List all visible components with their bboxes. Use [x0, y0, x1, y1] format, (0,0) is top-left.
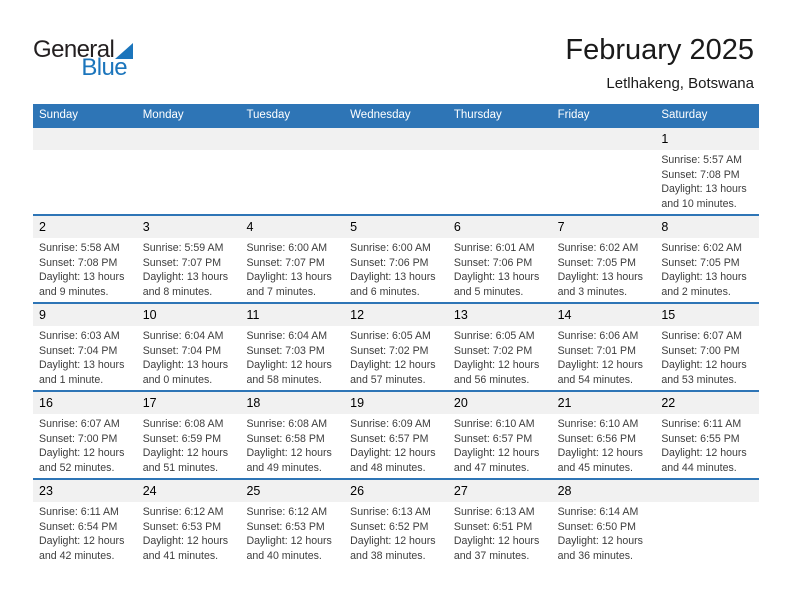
weekday-header-wednesday: Wednesday: [350, 109, 411, 121]
daylight-text: Daylight: 13 hours: [661, 271, 747, 284]
day-cell-27: [448, 480, 552, 566]
day-details: [240, 414, 344, 475]
sunrise-text: Sunrise: 5:59 AM: [142, 242, 224, 254]
sunrise-text: Sunrise: 6:08 AM: [142, 418, 224, 430]
day-cell-10: [137, 304, 241, 390]
day-number: 23: [33, 480, 137, 502]
sunset-text: Sunset: 7:07 PM: [246, 256, 325, 269]
empty-day-cell: [137, 128, 241, 214]
weekday-header-saturday: Saturday: [661, 109, 708, 121]
sunrise-text: Sunrise: 6:10 AM: [557, 418, 639, 430]
day-details: [33, 502, 137, 563]
day-details: [344, 502, 448, 563]
month-title: February 2025: [565, 34, 754, 66]
day-number: 6: [448, 216, 552, 238]
sunrise-text: Sunrise: 6:08 AM: [246, 418, 328, 430]
day-number: 8: [655, 216, 759, 238]
daylight-text: Daylight: 12 hours: [453, 359, 540, 372]
logo-general-label: General: [33, 36, 115, 63]
day-details: [137, 238, 241, 299]
day-number: 9: [33, 304, 137, 326]
sunset-text: Sunset: 7:00 PM: [661, 344, 740, 357]
sunrise-text: Sunrise: 6:05 AM: [453, 330, 535, 342]
day-number: 11: [240, 304, 344, 326]
day-number: 14: [552, 304, 656, 326]
sunrise-text: Sunrise: 6:13 AM: [453, 506, 535, 518]
day-number: 25: [240, 480, 344, 502]
day-number: [448, 128, 552, 150]
day-details: [240, 238, 344, 299]
sunset-text: Sunset: 6:51 PM: [453, 520, 533, 533]
day-cell-25: [240, 480, 344, 566]
day-details: [344, 414, 448, 475]
daylight-text: and 6 minutes.: [350, 285, 420, 298]
daylight-text: and 36 minutes.: [557, 549, 633, 562]
sunrise-text: Sunrise: 6:09 AM: [350, 418, 431, 430]
daylight-text: and 54 minutes.: [557, 373, 633, 386]
sunset-text: Sunset: 6:52 PM: [350, 520, 429, 533]
sunrise-text: Sunrise: 6:11 AM: [661, 418, 742, 430]
week-row: [33, 302, 759, 390]
day-number: 7: [552, 216, 656, 238]
sunset-text: Sunset: 7:07 PM: [142, 256, 222, 269]
sunrise-text: Sunrise: 6:00 AM: [246, 242, 328, 254]
sunset-text: Sunset: 7:02 PM: [453, 344, 533, 357]
sunset-text: Sunset: 7:04 PM: [39, 344, 118, 357]
sunrise-text: Sunrise: 6:13 AM: [350, 506, 431, 518]
sunset-text: Sunset: 6:58 PM: [246, 432, 325, 445]
empty-day-cell: [344, 128, 448, 214]
day-number: 19: [344, 392, 448, 414]
sunset-text: Sunset: 6:57 PM: [453, 432, 533, 445]
empty-day-cell: [655, 480, 759, 566]
daylight-text: and 45 minutes.: [557, 461, 633, 474]
daylight-text: Daylight: 12 hours: [453, 535, 540, 548]
sunset-text: Sunset: 7:02 PM: [350, 344, 429, 357]
sunrise-text: Sunrise: 6:11 AM: [39, 506, 119, 518]
weekday-header-tuesday: Tuesday: [246, 109, 291, 121]
daylight-text: and 51 minutes.: [142, 461, 219, 474]
sunrise-text: Sunrise: 6:00 AM: [350, 242, 431, 254]
day-details: [240, 502, 344, 563]
daylight-text: Daylight: 12 hours: [557, 359, 643, 372]
day-number: [655, 480, 759, 502]
day-number: 22: [655, 392, 759, 414]
day-cell-19: [344, 392, 448, 478]
daylight-text: Daylight: 13 hours: [142, 271, 229, 284]
day-cell-28: [552, 480, 656, 566]
day-number: 16: [33, 392, 137, 414]
sunset-text: Sunset: 7:08 PM: [39, 256, 118, 269]
sunset-text: Sunset: 7:06 PM: [350, 256, 429, 269]
daylight-text: Daylight: 12 hours: [142, 447, 229, 460]
daylight-text: Daylight: 12 hours: [350, 535, 436, 548]
day-number: 21: [552, 392, 656, 414]
week-row: [33, 390, 759, 478]
sunset-text: Sunset: 6:50 PM: [557, 520, 636, 533]
day-number: 2: [33, 216, 137, 238]
week-row: [33, 126, 759, 214]
day-cell-7: [552, 216, 656, 302]
day-details: [655, 502, 759, 505]
empty-day-cell: [448, 128, 552, 214]
daylight-text: Daylight: 12 hours: [39, 447, 125, 460]
day-cell-13: [448, 304, 552, 390]
daylight-text: and 40 minutes.: [246, 549, 322, 562]
day-details: [137, 414, 241, 475]
sunset-text: Sunset: 7:05 PM: [557, 256, 636, 269]
sunrise-text: Sunrise: 6:03 AM: [39, 330, 120, 342]
day-details: [137, 150, 241, 153]
day-number: 17: [137, 392, 241, 414]
sunset-text: Sunset: 6:59 PM: [142, 432, 222, 445]
day-number: 28: [552, 480, 656, 502]
day-number: 15: [655, 304, 759, 326]
day-details: [137, 502, 241, 563]
day-details: [552, 238, 656, 299]
sunset-text: Sunset: 6:56 PM: [557, 432, 636, 445]
day-number: 18: [240, 392, 344, 414]
day-details: [344, 150, 448, 153]
sunrise-text: Sunrise: 6:14 AM: [557, 506, 639, 518]
daylight-text: and 2 minutes.: [661, 285, 731, 298]
day-cell-26: [344, 480, 448, 566]
daylight-text: and 48 minutes.: [350, 461, 426, 474]
daylight-text: Daylight: 12 hours: [39, 535, 125, 548]
day-number: [33, 128, 137, 150]
sunset-text: Sunset: 6:57 PM: [350, 432, 429, 445]
day-cell-15: [655, 304, 759, 390]
weekday-header-sunday: Sunday: [39, 109, 79, 121]
daylight-text: and 41 minutes.: [142, 549, 219, 562]
title-block: [565, 34, 754, 92]
sunrise-text: Sunrise: 6:07 AM: [39, 418, 120, 430]
day-details: [448, 150, 552, 153]
daylight-text: Daylight: 12 hours: [246, 447, 332, 460]
day-details: [552, 326, 656, 387]
daylight-text: Daylight: 13 hours: [557, 271, 643, 284]
daylight-text: and 53 minutes.: [661, 373, 737, 386]
day-details: [552, 502, 656, 563]
daylight-text: and 9 minutes.: [39, 285, 109, 298]
day-details: [344, 238, 448, 299]
day-number: [240, 128, 344, 150]
sunset-text: Sunset: 6:55 PM: [661, 432, 740, 445]
empty-day-cell: [240, 128, 344, 214]
sunrise-text: Sunrise: 6:02 AM: [557, 242, 639, 254]
day-details: [33, 238, 137, 299]
sunrise-text: Sunrise: 6:04 AM: [142, 330, 224, 342]
day-cell-12: [344, 304, 448, 390]
empty-day-cell: [552, 128, 656, 214]
sunrise-text: Sunrise: 6:01 AM: [453, 242, 535, 254]
day-number: 12: [344, 304, 448, 326]
daylight-text: and 58 minutes.: [246, 373, 322, 386]
daylight-text: and 7 minutes.: [246, 285, 316, 298]
day-number: [344, 128, 448, 150]
sunset-text: Sunset: 6:53 PM: [246, 520, 325, 533]
daylight-text: and 0 minutes.: [142, 373, 213, 386]
day-cell-5: [344, 216, 448, 302]
day-cell-11: [240, 304, 344, 390]
day-details: [552, 150, 656, 153]
logo-text-blue: Blue: [81, 54, 127, 81]
day-cell-8: [655, 216, 759, 302]
daylight-text: Daylight: 12 hours: [350, 359, 436, 372]
week-row: [33, 478, 759, 566]
sunrise-text: Sunrise: 6:12 AM: [246, 506, 328, 518]
day-cell-20: [448, 392, 552, 478]
sunrise-text: Sunrise: 5:57 AM: [661, 154, 742, 166]
sunset-text: Sunset: 7:06 PM: [453, 256, 533, 269]
sunrise-text: Sunrise: 5:58 AM: [39, 242, 120, 254]
day-cell-23: [33, 480, 137, 566]
sunset-text: Sunset: 7:00 PM: [39, 432, 118, 445]
day-details: [655, 150, 759, 211]
daylight-text: Daylight: 12 hours: [246, 535, 332, 548]
daylight-text: Daylight: 13 hours: [39, 271, 125, 284]
day-details: [448, 502, 552, 563]
day-details: [240, 326, 344, 387]
sunrise-text: Sunrise: 6:05 AM: [350, 330, 431, 342]
day-cell-14: [552, 304, 656, 390]
daylight-text: Daylight: 12 hours: [661, 359, 747, 372]
weekday-header-monday: Monday: [142, 109, 184, 121]
daylight-text: Daylight: 12 hours: [350, 447, 436, 460]
daylight-text: and 38 minutes.: [350, 549, 426, 562]
sunset-text: Sunset: 6:53 PM: [142, 520, 222, 533]
daylight-text: Daylight: 12 hours: [661, 447, 747, 460]
daylight-text: Daylight: 12 hours: [246, 359, 332, 372]
day-number: 24: [137, 480, 241, 502]
daylight-text: Daylight: 12 hours: [557, 535, 643, 548]
day-number: 4: [240, 216, 344, 238]
day-details: [137, 326, 241, 387]
sunset-text: Sunset: 7:08 PM: [661, 168, 740, 181]
sunset-text: Sunset: 7:04 PM: [142, 344, 222, 357]
day-cell-6: [448, 216, 552, 302]
daylight-text: and 3 minutes.: [557, 285, 628, 298]
day-cell-16: [33, 392, 137, 478]
sunset-text: Sunset: 7:03 PM: [246, 344, 325, 357]
daylight-text: and 10 minutes.: [661, 197, 737, 210]
daylight-text: Daylight: 13 hours: [246, 271, 332, 284]
day-details: [33, 326, 137, 387]
week-row: [33, 214, 759, 302]
sunrise-text: Sunrise: 6:07 AM: [661, 330, 742, 342]
empty-day-cell: [33, 128, 137, 214]
daylight-text: Daylight: 13 hours: [453, 271, 540, 284]
sunset-text: Sunset: 7:05 PM: [661, 256, 740, 269]
day-number: [137, 128, 241, 150]
daylight-text: Daylight: 13 hours: [142, 359, 229, 372]
sunset-text: Sunset: 6:54 PM: [39, 520, 118, 533]
day-number: 5: [344, 216, 448, 238]
day-details: [448, 414, 552, 475]
daylight-text: and 52 minutes.: [39, 461, 115, 474]
daylight-text: and 8 minutes.: [142, 285, 213, 298]
daylight-text: and 57 minutes.: [350, 373, 426, 386]
daylight-text: and 49 minutes.: [246, 461, 322, 474]
day-details: [344, 326, 448, 387]
day-cell-1: [655, 128, 759, 214]
day-cell-22: [655, 392, 759, 478]
day-cell-2: [33, 216, 137, 302]
daylight-text: and 56 minutes.: [453, 373, 530, 386]
day-number: [552, 128, 656, 150]
day-number: 20: [448, 392, 552, 414]
sunrise-text: Sunrise: 6:12 AM: [142, 506, 224, 518]
day-details: [33, 414, 137, 475]
daylight-text: Daylight: 13 hours: [350, 271, 436, 284]
day-cell-17: [137, 392, 241, 478]
sunrise-text: Sunrise: 6:04 AM: [246, 330, 328, 342]
day-number: 26: [344, 480, 448, 502]
day-details: [655, 238, 759, 299]
day-details: [448, 238, 552, 299]
day-details: [552, 414, 656, 475]
location-subtitle: Letlhakeng, Botswana: [606, 75, 754, 92]
day-cell-3: [137, 216, 241, 302]
calendar-table: [33, 104, 759, 566]
sunset-text: Sunset: 7:01 PM: [557, 344, 636, 357]
day-number: 1: [655, 128, 759, 150]
weeks-container: [33, 126, 759, 566]
weekday-header-row: [33, 104, 759, 126]
day-cell-9: [33, 304, 137, 390]
daylight-text: and 42 minutes.: [39, 549, 115, 562]
sunrise-text: Sunrise: 6:02 AM: [661, 242, 742, 254]
daylight-text: and 47 minutes.: [453, 461, 530, 474]
day-details: [655, 414, 759, 475]
daylight-text: and 5 minutes.: [453, 285, 524, 298]
daylight-text: Daylight: 12 hours: [142, 535, 229, 548]
day-number: 27: [448, 480, 552, 502]
daylight-text: Daylight: 13 hours: [39, 359, 125, 372]
weekday-header-thursday: Thursday: [453, 109, 502, 121]
general-blue-logo: [33, 38, 127, 80]
daylight-text: Daylight: 13 hours: [661, 183, 747, 196]
day-cell-21: [552, 392, 656, 478]
day-details: [33, 150, 137, 153]
day-cell-18: [240, 392, 344, 478]
daylight-text: and 44 minutes.: [661, 461, 737, 474]
daylight-text: Daylight: 12 hours: [557, 447, 643, 460]
day-details: [448, 326, 552, 387]
day-number: 13: [448, 304, 552, 326]
daylight-text: and 1 minute.: [39, 373, 104, 386]
day-number: 3: [137, 216, 241, 238]
daylight-text: and 37 minutes.: [453, 549, 530, 562]
sunrise-text: Sunrise: 6:06 AM: [557, 330, 639, 342]
sunrise-text: Sunrise: 6:10 AM: [453, 418, 535, 430]
daylight-text: Daylight: 12 hours: [453, 447, 540, 460]
weekday-header-friday: Friday: [557, 109, 590, 121]
day-details: [240, 150, 344, 153]
day-details: [655, 326, 759, 387]
day-cell-24: [137, 480, 241, 566]
day-cell-4: [240, 216, 344, 302]
day-number: 10: [137, 304, 241, 326]
